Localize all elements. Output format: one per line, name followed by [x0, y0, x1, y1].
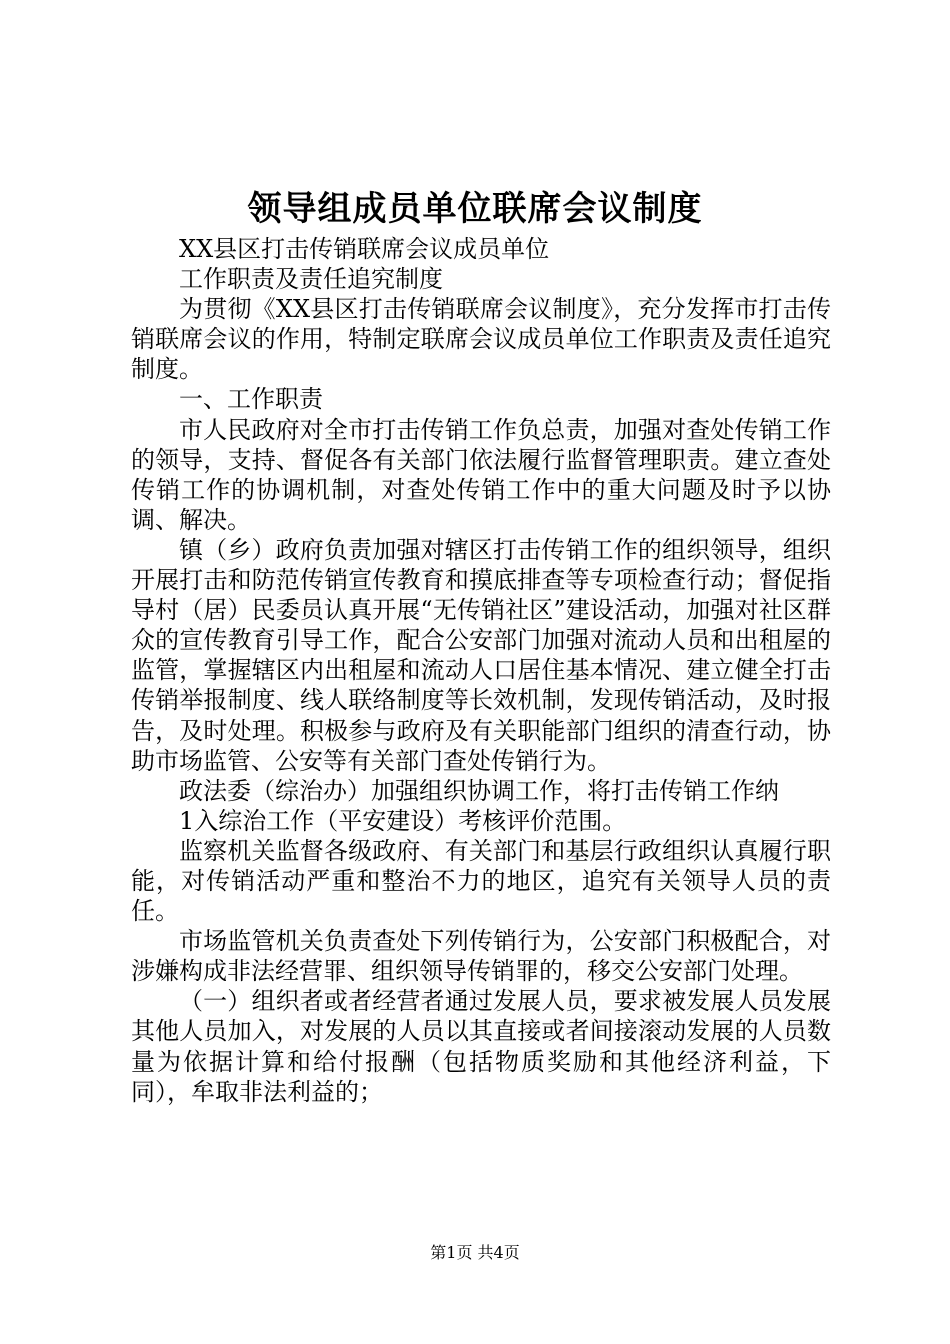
page-footer: 第1页 共4页	[430, 1243, 520, 1262]
paragraph-subtitle-1: XX县区打击传销联席会议成员单位	[179, 235, 550, 263]
paragraph-subtitle-2: 工作职责及责任追究制度	[179, 265, 443, 294]
paragraph-city-government: 市人民政府对全市打击传销工作负总责，加强对查处传销工作的领导，支持、督促各有关部门依法履行监督管理职责。建立查处传销工作的协调机制，对查处传销工作中的重大问题及时予以协调、解决。	[131, 415, 831, 534]
paragraph-evaluation-scope: 1入综治工作（平安建设）考核评价范围。	[179, 806, 627, 835]
paragraph-town-government: 镇（乡）政府负责加强对辖区打击传销工作的组织领导，组织开展打击和防范传销宣传教育和摸底排查等专项检查行动；督促指导村（居）民委员认真开展“无传销社区”建设活动，加强对社区群众的宣传教育引导工作，配合公安部门加强对流动人员和出租屋的监管，掌握辖区内出租屋和流动人口居住基本情况、建立健全打击传销举报制度、线人联络制度等长效机制，发现传销活动，及时报告，及时处理。积极参与政府及有关职能部门组织的清查行动，协助市场监管、公安等有关部门查处传销行为。	[131, 535, 831, 775]
document-title: 领导组成员单位联席会议制度	[247, 189, 703, 229]
paragraph-intro: 为贯彻《XX县区打击传销联席会议制度》，充分发挥市打击传销联席会议的作用，特制定联席会议成员单位工作职责及责任追究制度。	[131, 295, 831, 384]
paragraph-political-legal-committee: 政法委（综治办）加强组织协调工作，将打击传销工作纳	[179, 776, 779, 805]
section-heading-duties: 一、工作职责	[179, 385, 323, 414]
document-body	[131, 234, 831, 1107]
paragraph-market-supervision: 市场监管机关负责查处下列传销行为，公安部门积极配合，对涉嫌构成非法经营罪、组织领导传销罪的，移交公安部门处理。	[131, 927, 831, 986]
paragraph-item-one: （一）组织者或者经营者通过发展人员，要求被发展人员发展其他人员加入，对发展的人员以其直接或者间接滚动发展的人员数量为依据计算和给付报酬（包括物质奖励和其他经济利益，下同），牟取非法利益的；	[131, 987, 831, 1106]
paragraph-supervision-organs: 监察机关监督各级政府、有关部门和基层行政组织认真履行职能，对传销活动严重和整治不力的地区，追究有关领导人员的责任。	[131, 836, 831, 926]
